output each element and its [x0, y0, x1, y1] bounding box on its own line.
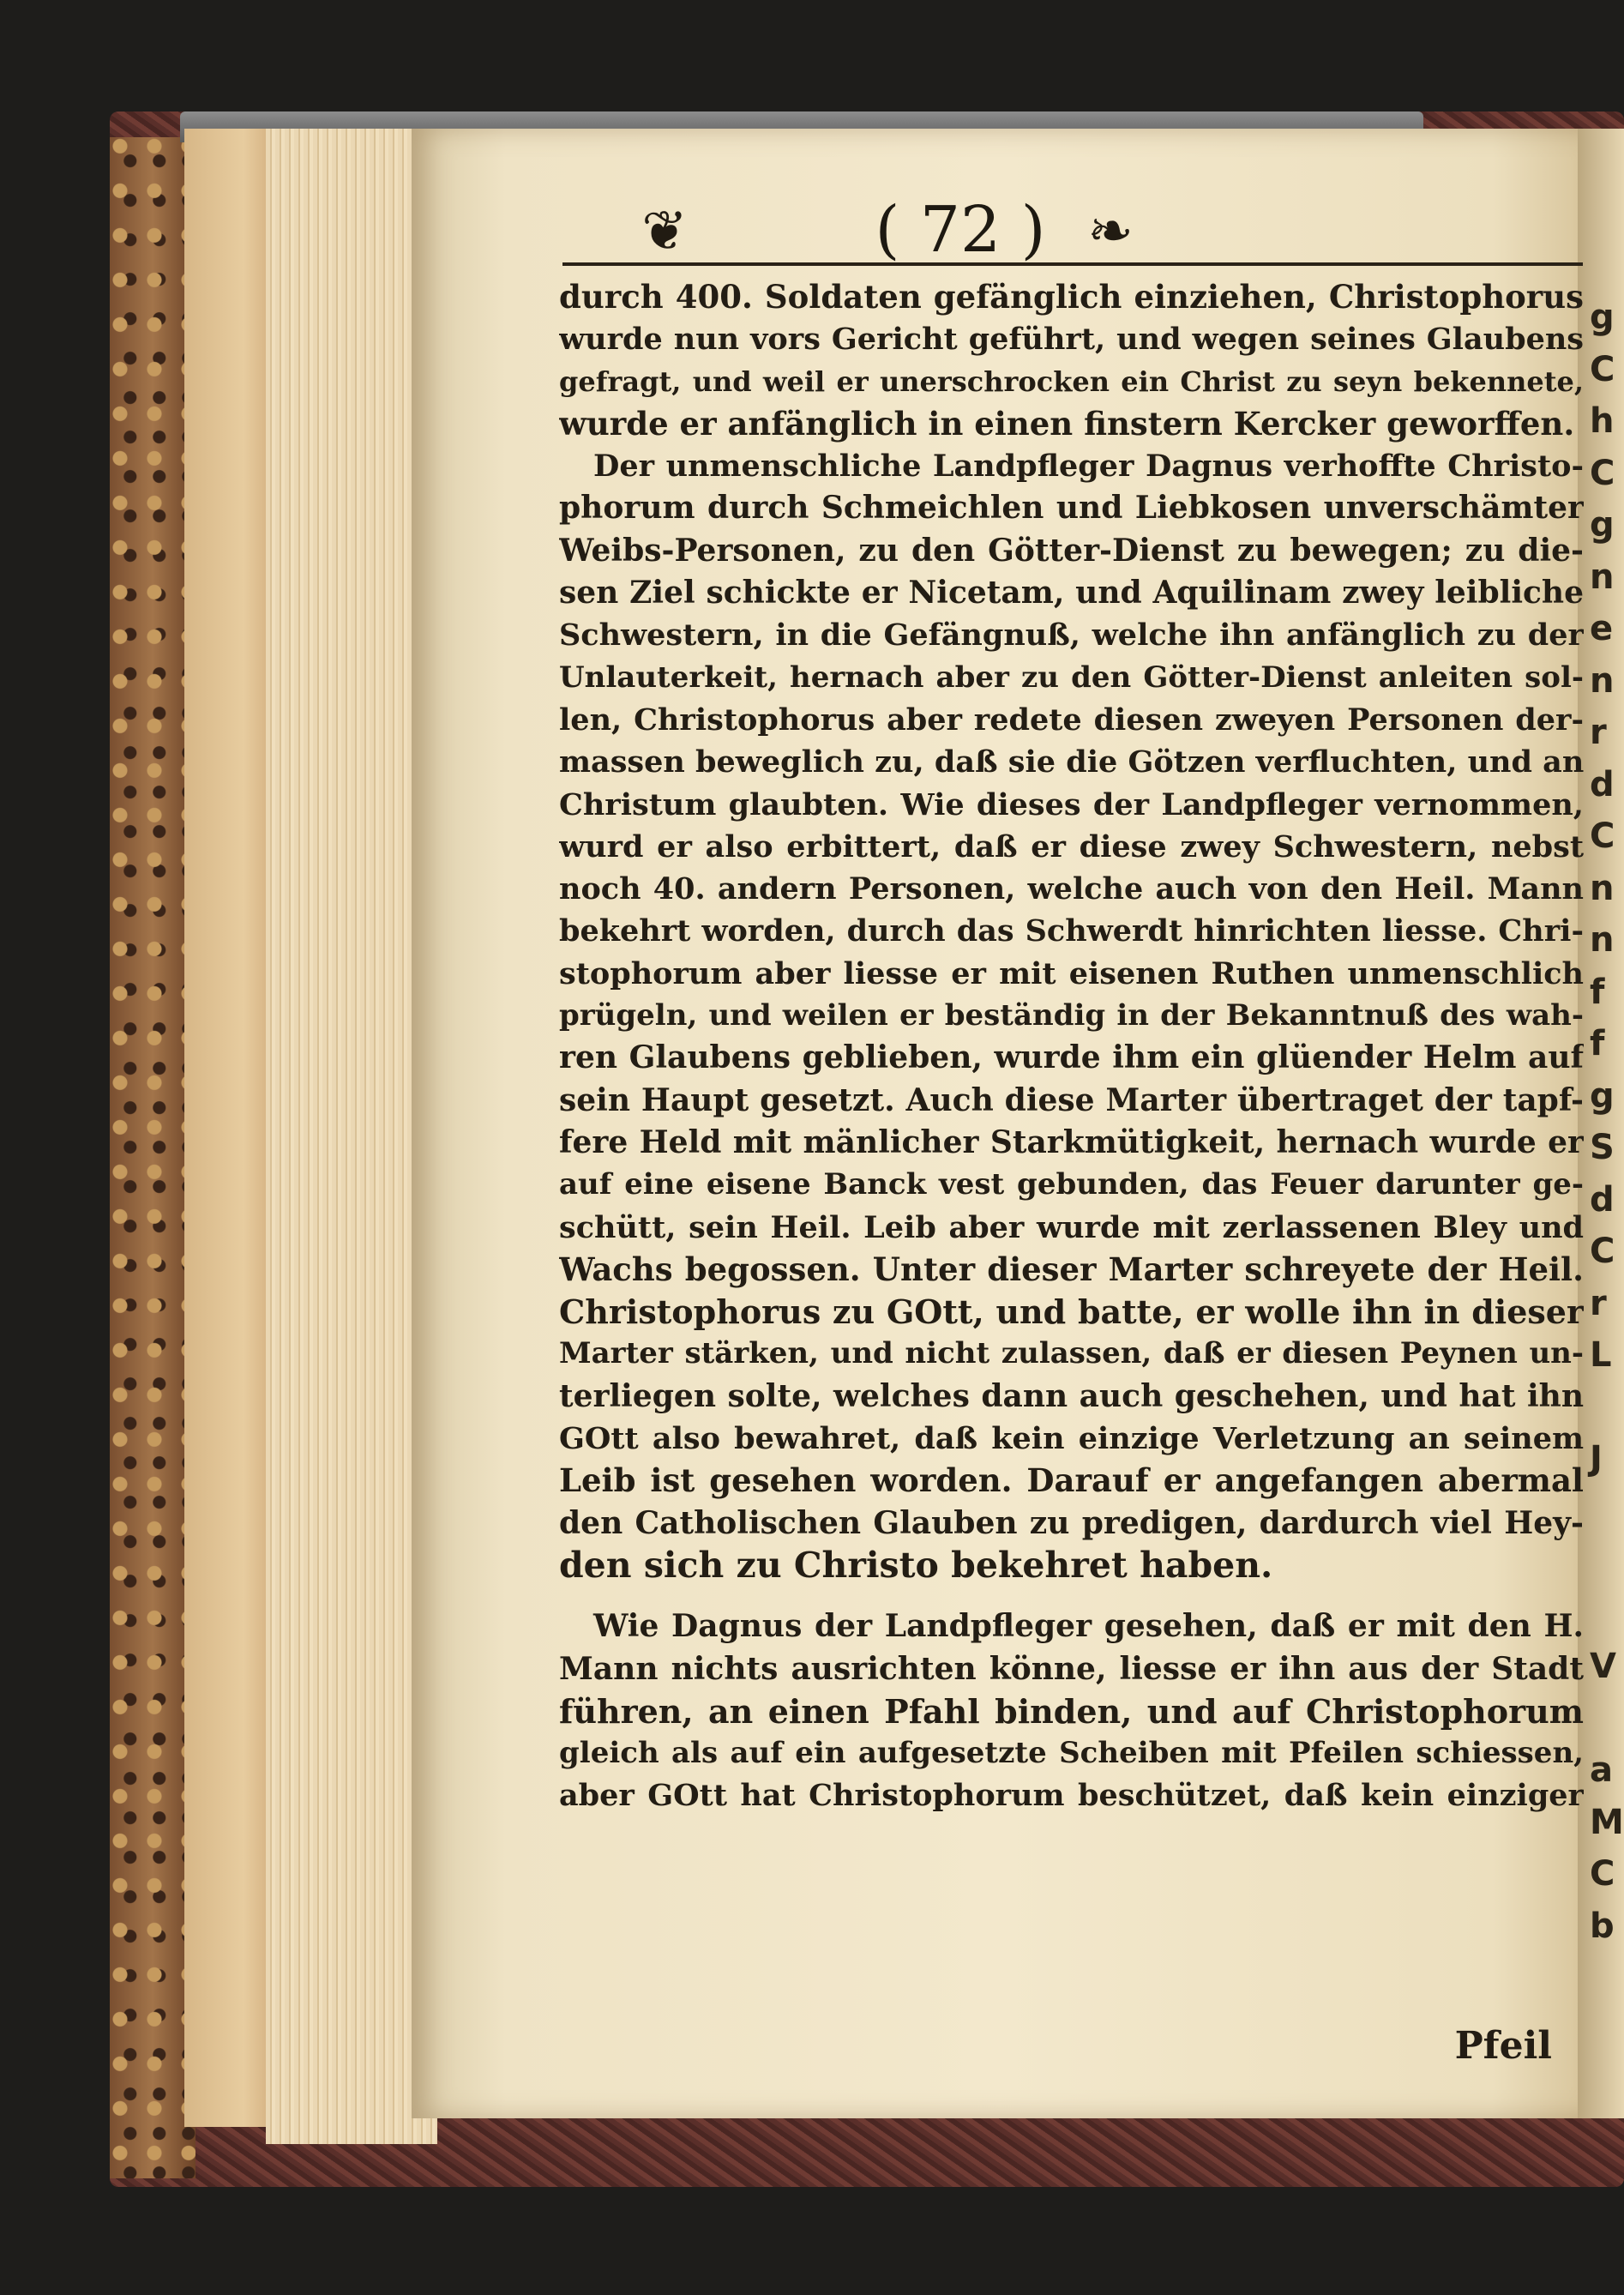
text-line: bekehrt worden, durch das Schwerdt hinrichten liesse. Chri-: [559, 913, 1584, 949]
text-line: phorum durch Schmeichlen und Liebkosen unverschämter: [559, 490, 1584, 527]
ornament-right-icon: ❧: [1087, 200, 1134, 263]
text-line: Mann nichts ausrichten könne, liesse er ihn aus der Stadt: [559, 1650, 1584, 1687]
text-line: Marter stärken, und nicht zulassen, daß er diesen Peynen un-: [559, 1336, 1584, 1371]
text-line: Wie Dagnus der Landpfleger gesehen, daß er mit den H.: [593, 1608, 1584, 1645]
text-line: prügeln, und weilen er beständig in der Bekanntnuß des wah-: [559, 998, 1584, 1033]
text-line: Christum glaubten. Wie dieses der Landpfleger vernommen,: [559, 786, 1584, 822]
text-line: gleich als auf ein aufgesetzte Scheiben mit Pfeilen schiessen,: [559, 1736, 1584, 1771]
text-line: wurde er anfänglich in einen finstern Kercker geworffen.: [559, 404, 1575, 443]
catchword: Pfeil: [1454, 2024, 1552, 2068]
text-line: aber GOtt hat Christophorum beschützet, daß kein einziger: [559, 1778, 1584, 1814]
text-line: stophorum aber liesse er mit eisenen Ruthen unmenschlich: [559, 955, 1584, 991]
text-line: massen beweglich zu, daß sie die Götzen verfluchten, und an: [559, 744, 1584, 780]
text-line: den sich zu Christo bekehret haben.: [559, 1544, 1273, 1586]
text-line: führen, an einen Pfahl binden, und auf Christophorum: [559, 1691, 1584, 1731]
text-line: Unlauterkeit, hernach aber zu den Götter-Dienst anleiten sol-: [559, 660, 1584, 695]
text-line: Weibs-Personen, zu den Götter-Dienst zu bewegen; zu die-: [559, 532, 1584, 569]
text-line: Schwestern, in die Gefängnuß, welche ihn anfänglich zu der: [559, 617, 1584, 654]
text-line: ren Glaubens geblieben, wurde ihm ein glüender Helm auf: [559, 1039, 1584, 1076]
text-line: GOtt also bewahret, daß kein einzige Verletzung an seinem: [559, 1421, 1584, 1457]
text-line: sein Haupt gesetzt. Auch diese Marter übertraget der tapf-: [559, 1081, 1584, 1118]
text-line: len, Christophorus aber redete diesen zweyen Personen der-: [559, 702, 1584, 738]
text-line: Wachs begossen. Unter dieser Marter schreyete der Heil.: [559, 1250, 1584, 1288]
facing-page-fragments: g C h C g n e n r d C n n f f g S d C r L J V a M C b: [1590, 298, 1624, 1946]
marbled-cover-edge: [110, 137, 195, 2178]
text-line: Der unmenschliche Landpfleger Dagnus verhoffte Christo-: [593, 449, 1584, 485]
facing-page-edge: [1578, 129, 1624, 2118]
text-line: schütt, sein Heil. Leib aber wurde mit zerlassenen Bley und: [559, 1209, 1584, 1245]
text-line: Christophorus zu GOtt, und batte, er wolle ihn in dieser: [559, 1292, 1584, 1332]
page-number: ( 72 ): [875, 193, 1046, 267]
text-line: auf eine eisene Banck vest gebunden, das Feuer darunter ge-: [559, 1167, 1584, 1202]
text-line: Leib ist gesehen worden. Darauf er angefangen abermal: [559, 1461, 1584, 1500]
text-line: terliegen solte, welches dann auch geschehen, und hat ihn: [559, 1377, 1584, 1414]
text-line: wurde nun vors Gericht geführt, und wegen seines Glaubens: [559, 322, 1584, 358]
ornament-left-icon: ❦: [641, 200, 688, 263]
text-line: fere Held mit mänlicher Starkmütigkeit, hernach wurde er: [559, 1123, 1584, 1160]
text-line: sen Ziel schickte er Nicetam, und Aquilinam zwey leibliche: [559, 575, 1584, 611]
body-text: [559, 276, 1584, 1817]
text-line: durch 400. Soldaten gefänglich einziehen, Christophorus: [559, 278, 1584, 316]
text-line: noch 40. andern Personen, welche auch von den Heil. Mann: [559, 871, 1584, 907]
header-rule: [562, 262, 1583, 266]
text-line: wurd er also erbittert, daß er diese zwey Schwestern, nebst: [559, 828, 1584, 864]
text-line: gefragt, und weil er unerschrocken ein Christ zu seyn bekennete,: [559, 364, 1584, 398]
text-line: den Catholischen Glauben zu predigen, dardurch viel Hey-: [559, 1504, 1584, 1541]
